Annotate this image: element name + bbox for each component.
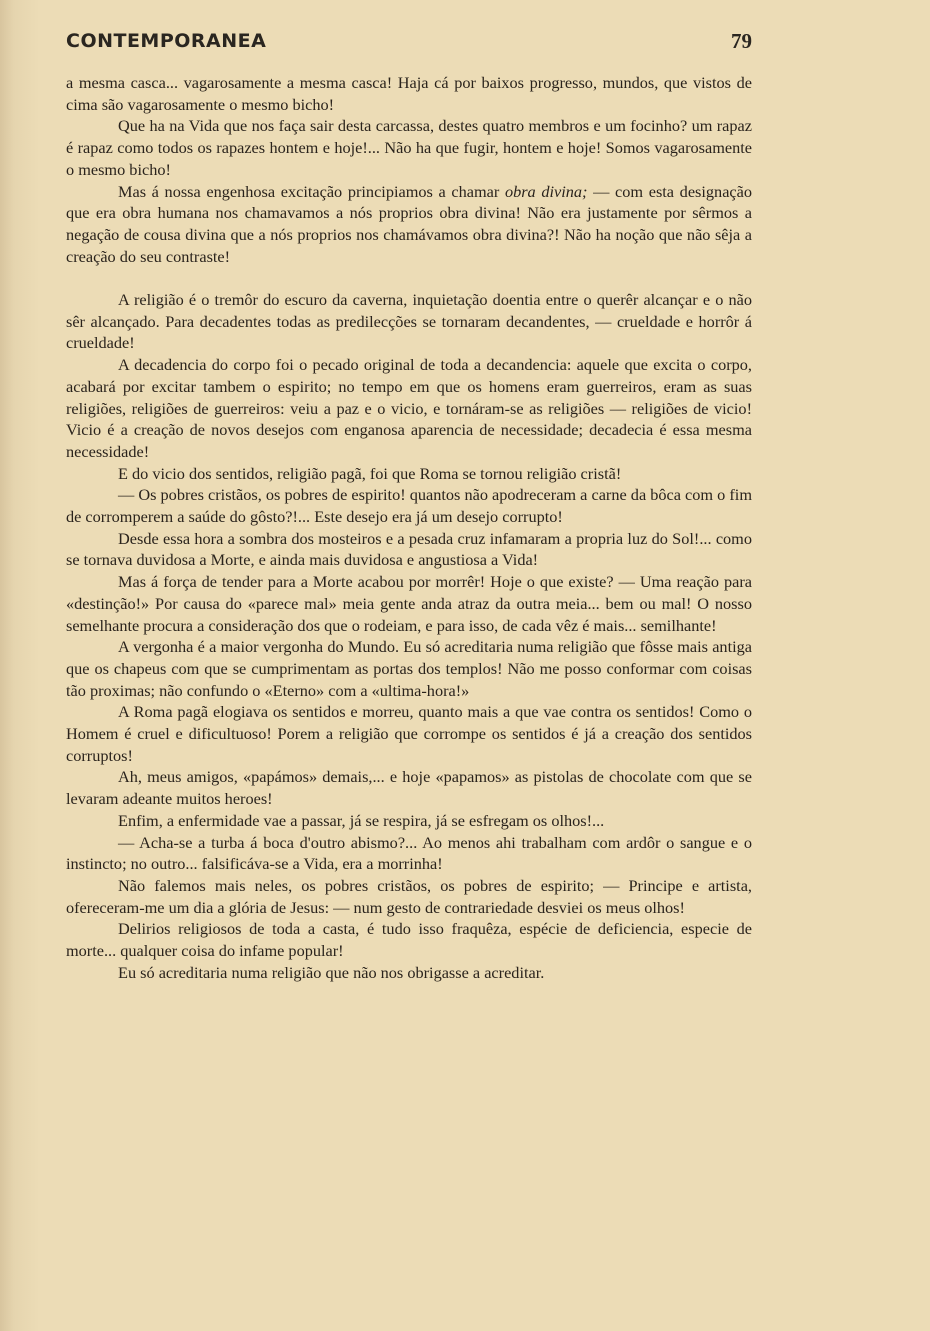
paragraph: Delirios religiosos de toda a casta, é tudo isso fraquêza, espécie de deficiencia, especie de morte... qualquer coisa do infame popular! <box>66 919 752 961</box>
paragraph <box>66 181 752 268</box>
running-head <box>66 30 752 56</box>
paragraph: Mas á força de tender para a Morte acabou por morrêr! Hoje o que existe? — Uma reação para «destinção!» Por causa do «parece mal» meia gente anda atraz da outra meia... bem ou mal! O nosso semelhante procura a consideração dos que o rodeiam, e para isso, de cada vêz é mais... semilhante! <box>66 572 752 635</box>
paragraph-text: Mas á nossa engenhosa excitação principiamos a chamar <box>118 181 500 201</box>
paragraph: — Os pobres cristãos, os pobres de espirito! quantos não apodreceram a carne da bôca com o fim de corromperem a saúde do gôsto?!... Este desejo era já um desejo corrupto! <box>66 485 752 527</box>
paragraph: — Acha-se a turba á boca d'outro abismo?... Ao menos ahi trabalham com ardôr o sangue e o instincto; no outro... falsificáva-se a Vida, era a morrinha! <box>66 832 752 874</box>
paragraph: Desde essa hora a sombra dos mosteiros e a pesada cruz infamaram a propria luz do Sol!... como se tornava duvidosa a Morte, e ainda mais duvidosa e angustiosa a Vida! <box>66 528 752 570</box>
paragraph: a mesma casca... vagarosamente a mesma casca! Haja cá por baixos progresso, mundos, que vistos de cima são vagarosamente o mesmo bicho! <box>66 73 752 114</box>
paragraph: A vergonha é a maior vergonha do Mundo. Eu só acreditaria numa religião que fôsse mais antiga que os chapeus com que se cumprimentam as portas dos templos! Não me posso conformar com coisas tão proximas; não confundo o «Eterno» com a «ultima-hora!» <box>66 637 752 700</box>
paragraph: Enfim, a enfermidade vae a passar, já se respira, já se esfregam os olhos!... <box>118 810 605 830</box>
body-text <box>66 72 752 984</box>
paragraph-text: — com esta designação que era obra humana nos chamavamos a nós proprios obra divina! Não era justamente por sêrmos a negação de cousa divina que a nós proprios nos chamávamos obra divina?! Não ha noção que não sêja a creação do seu contraste! <box>66 181 753 266</box>
paragraph: Não falemos mais neles, os pobres cristãos, os pobres de espirito; — Principe e artista, ofereceram-me um dia a glória de Jesus: — num gesto de contrariedade desviei os meus olhos! <box>66 876 752 917</box>
paragraph: A religião é o tremôr do escuro da caverna, inquietação doentia entre o querêr alcançar e o não sêr alcançado. Para decadentes todas as predilecções se tornaram decandentes, — crueldade e horrôr á crueldade! <box>66 290 752 353</box>
paragraph: E do vicio dos sentidos, religião pagã, foi que Roma se tornou religião cristã! <box>118 463 622 483</box>
running-title: CONTEMPORANEA <box>66 30 267 52</box>
paragraph: A decadencia do corpo foi o pecado original de toda a decandencia: aquele que excita o corpo, acabará por excitar tambem o espirito; no tempo em que os homens eram guerreiros, eram as suas religiões, religiões de guerreiros: veiu a paz e o vicio, e tornáram-se as religiões — religiões de vicio! Vicio é a creação de novos desejos com enganosa aparencia de necessidade; decadecia é essa mesma necessidade! <box>66 355 752 461</box>
page-number: 79 <box>731 29 752 53</box>
paragraph: Eu só acreditaria numa religião que não nos obrigasse a acreditar. <box>118 962 545 982</box>
paragraph: Ah, meus amigos, «papámos» demais,... e hoje «papamos» as pistolas de chocolate com que se levaram adeante muitos heroes! <box>66 767 752 809</box>
paragraph: A Roma pagã elogiava os sentidos e morreu, quanto mais a que vae contra os sentidos! Como o Homem é cruel e dificultuoso! Porem a religião que corrompe os sentidos é já a creação dos sentidos corruptos! <box>66 702 752 765</box>
paragraph: Que ha na Vida que nos faça sair desta carcassa, destes quatro membros e um focinho? um rapaz é rapaz como todos os rapazes hontem e hoje!... Não ha que fugir, hontem e hoje! Somos vagarosamente o mesmo bicho! <box>66 116 752 179</box>
italic-phrase: obra divina; <box>504 181 588 201</box>
